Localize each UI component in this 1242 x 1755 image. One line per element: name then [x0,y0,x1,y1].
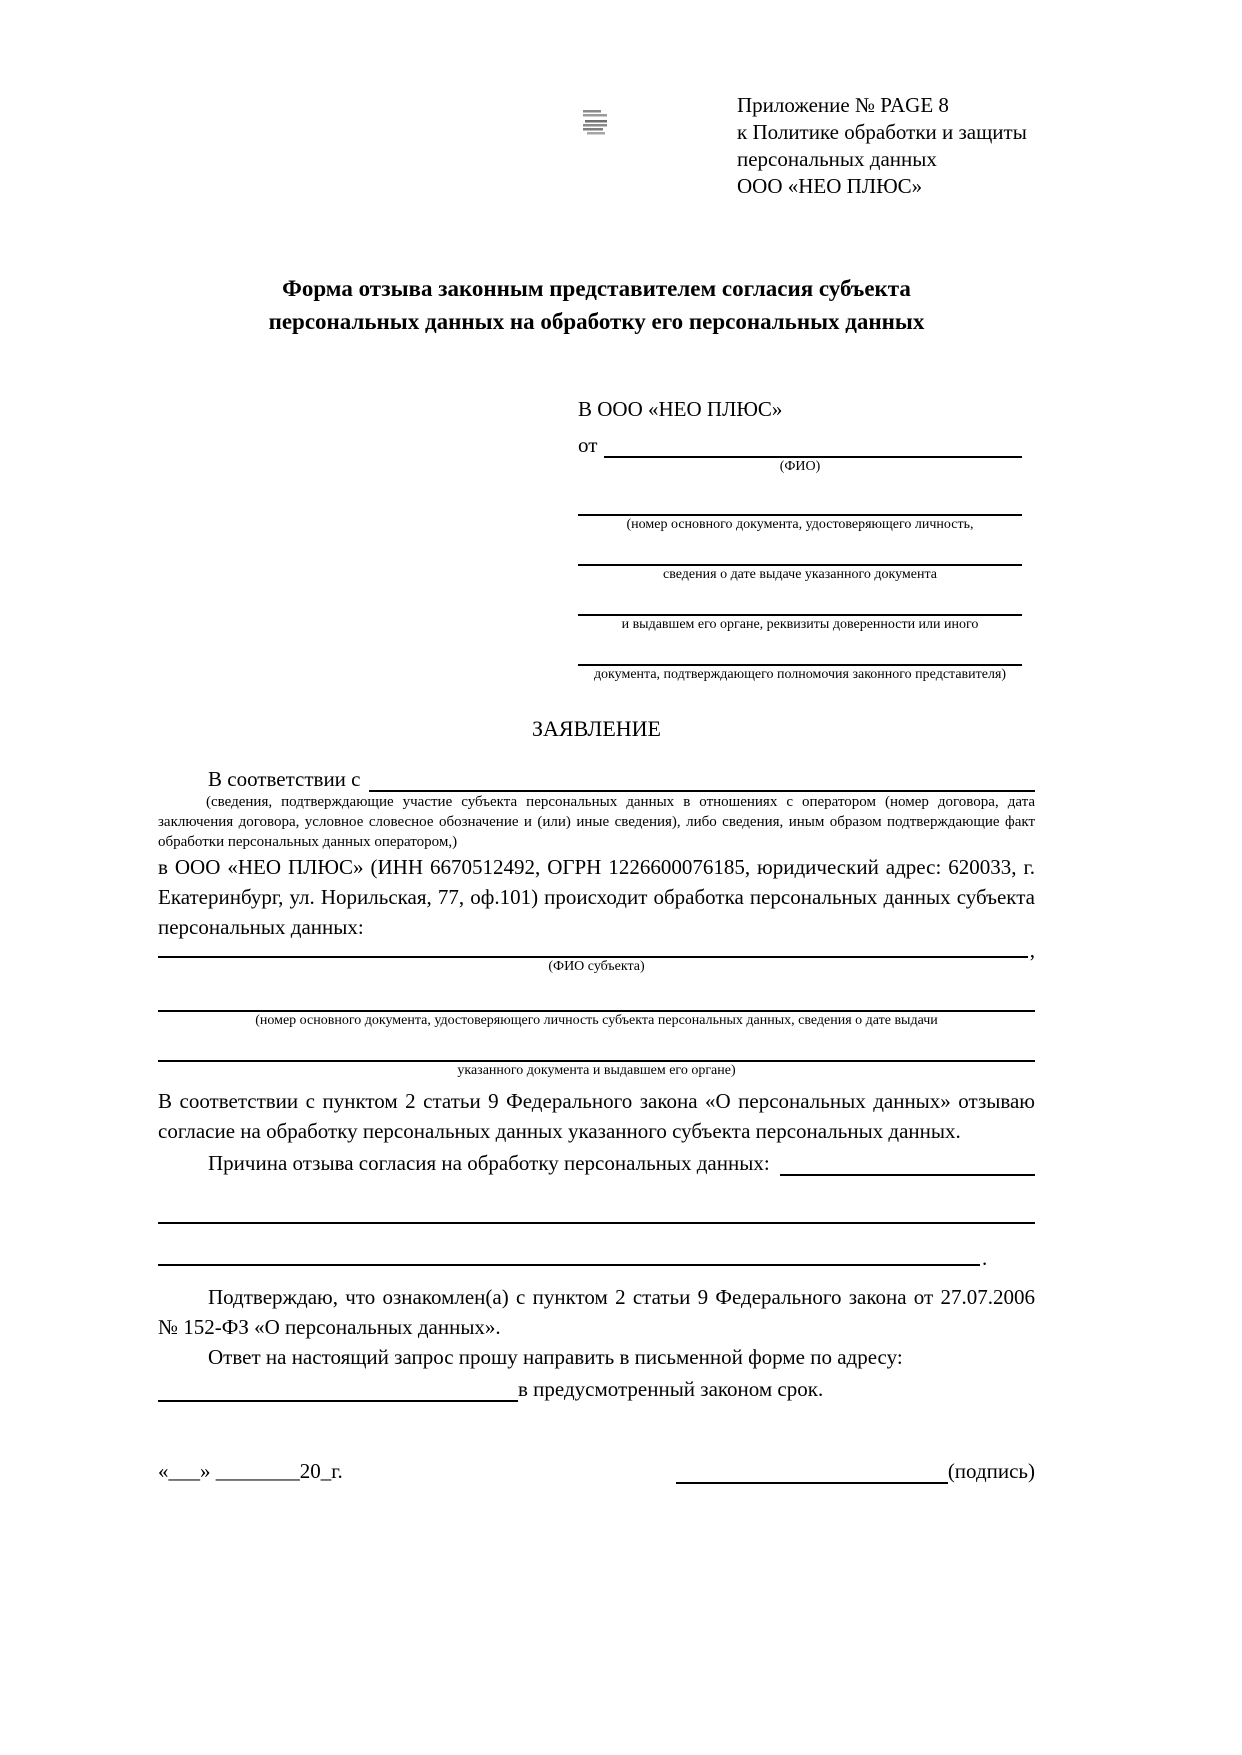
document-title [158,272,1035,338]
addressee-block [578,394,1022,684]
signature-caption: (подпись) [947,1459,1035,1483]
fill-in-line-authority-doc [578,640,1022,666]
fill-in-line-address [158,1374,518,1402]
signature-group [676,1456,1035,1484]
appendix-line-4: ООО «НЕО ПЛЮС» [737,174,923,198]
reason-prefix: Причина отзыва согласия на обработку персональных данных: [208,1151,770,1175]
addressee-to: В ООО «НЕО ПЛЮС» [578,397,783,421]
embedded-object-icon [583,108,609,136]
fill-in-line-doc-date [578,540,1022,566]
reply-paragraph-line-1: Ответ на настоящий запрос прошу направить в письменной форме по адресу: [208,1345,903,1369]
field-caption-fio: (ФИО) [779,459,821,474]
from-field-row [578,428,1022,458]
fill-in-line-subject-doc-2 [158,1038,1035,1062]
subject-fio-row [158,938,1035,962]
reply-suffix: в предусмотренный законом срок. [518,1377,824,1401]
reason-field-row [158,1146,1035,1176]
fill-in-line-fio [604,430,1022,458]
field-caption-doc-date: сведения о дате выдаче указанного документа [663,567,937,582]
fill-in-line-doc-issuer [578,590,1022,616]
fill-in-line-reason-3 [158,1250,980,1266]
fill-in-line-doc-number [578,486,1022,516]
reason-last-line-row [158,1246,1035,1270]
field-caption-subject-doc-2: указанного документа и выдавшем его органе) [457,1063,736,1078]
withdrawal-paragraph: В соответствии с пунктом 2 статьи 9 Федерального закона «О персональных данных» отзываю согласие на обработку персональных данных указанного субъекта персональных данных. [158,1089,1035,1143]
intro-prefix: В соответствии с [208,767,361,791]
from-label: от [578,433,598,457]
fill-in-line-subject-fio [158,942,1028,958]
confirmation-paragraph: Подтверждаю, что ознакомлен(а) с пунктом 2 статьи 9 Федерального закона от 27.07.2006 № 152-ФЗ «О персональных данных». [158,1285,1035,1339]
field-caption-subject-doc-1: (номер основного документа, удостоверяющего личность субъекта персональных данных, сведения о дате выдачи [255,1013,938,1028]
date-line: «___» ________20_г. [158,1459,343,1483]
date-signature-row [158,1454,1035,1484]
fill-in-line-basis [369,764,1036,792]
fill-in-line-reason [780,1150,1035,1176]
field-caption-authority-doc: документа, подтверждающего полномочия законного представителя) [593,667,1007,682]
appendix-line-2: к Политике обработки и защиты [737,120,1027,144]
operator-paragraph: в ООО «НЕО ПЛЮС» (ИНН 6670512492, ОГРН 1226600076185, юридический адрес: 620033, г. Екатеринбург, ул. Норильская, 77, оф.101) происходит обработка персональных данных субъекта персональных данных: [158,855,1035,939]
intro-field-row [158,762,1035,792]
fill-in-line-subject-doc [158,988,1035,1012]
title-line-1: Форма отзыва законным представителем согласия субъекта [282,276,911,301]
field-caption-subject-fio: (ФИО субъекта) [548,959,645,974]
appendix-line-3: персональных данных [737,147,937,171]
subject-fio-comma: , [1029,938,1035,962]
field-caption-doc-issuer: и выдавшем его органе, реквизиты доверенности или иного [621,617,979,632]
reason-period: . [982,1246,988,1270]
field-caption-doc-number: (номер основного документа, удостоверяющего личность, [626,517,974,532]
reply-address-row [158,1372,1035,1402]
appendix-line-1: Приложение № PAGE 8 [737,93,949,117]
fill-in-line-reason-2 [158,1222,1035,1224]
intro-footnote: (сведения, подтверждающие участие субъекта персональных данных в отношениях с оператором (номер договора, дата заключения договора, условное словесное обозначение и (или) иные сведения), либо сведения, иным образом подтверждающие факт обработки персональных данных оператором,) [158,794,1035,850]
title-line-2: персональных данных на обработку его персональных данных [268,309,925,334]
appendix-header [737,92,1027,200]
document-content [158,0,1035,1484]
fill-in-line-signature [676,1456,948,1484]
statement-heading: ЗАЯВЛЕНИЕ [532,716,661,741]
